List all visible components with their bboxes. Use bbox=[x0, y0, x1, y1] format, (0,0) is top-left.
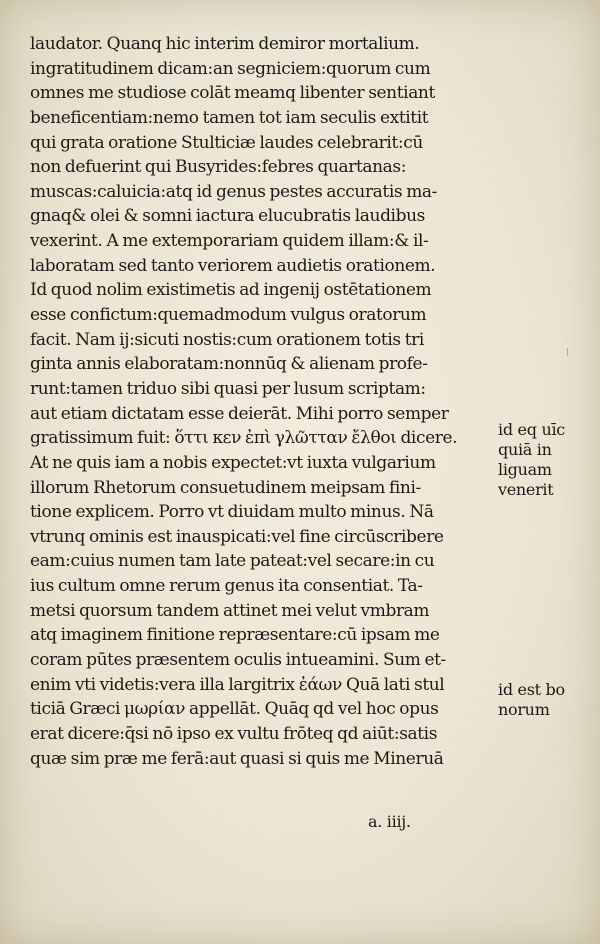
text-line: omnes me studiose colāt meamq libenter sentiant bbox=[30, 83, 435, 104]
text-line: runt:tamen triduo sibi quasi per lusum scriptam: bbox=[30, 378, 426, 399]
margin-note-line: id eq uīc bbox=[498, 420, 565, 439]
margin-note-line: liguam bbox=[498, 460, 552, 479]
main-text-block bbox=[30, 32, 505, 771]
text-line: gnaq& olei & somni iactura elucubratis laudibus bbox=[30, 206, 425, 227]
text-line: metsi quorsum tandem attinet mei velut vmbram bbox=[30, 600, 430, 621]
text-line: esse confictum:quemadmodum vulgus oratorum bbox=[30, 305, 427, 326]
text-line: eam:cuius numen tam late pateat:vel secare:in cu bbox=[30, 551, 435, 572]
margin-note-line: id est bo bbox=[498, 680, 565, 699]
text-line: illorum Rhetorum consuetudinem meipsam fini- bbox=[30, 477, 421, 498]
margin-note-bonorum bbox=[498, 680, 582, 720]
margin-note-greek-gloss bbox=[498, 420, 582, 500]
margin-note-line: quiā in bbox=[498, 440, 552, 459]
text-line: ingratitudinem dicam:an segniciem:quorum cum bbox=[30, 58, 431, 79]
text-line: qui grata oratione Stulticiæ laudes celebrarit:cū bbox=[30, 132, 423, 153]
margin-note-line: norum bbox=[498, 700, 550, 719]
text-line: Id quod nolim existimetis ad ingenij ostētationem bbox=[30, 280, 432, 301]
text-line: erat dicere:q̄si nō ipso ex vultu frōteq qd aiūt:satis bbox=[30, 723, 438, 744]
text-line: ius cultum omne rerum genus ita consentiat. Ta- bbox=[30, 576, 423, 597]
text-line: quæ sim præ me ferā:aut quasi si quis me Mineruā bbox=[30, 748, 444, 769]
signature-mark: a. iiij. bbox=[368, 812, 411, 831]
text-line: coram pūtes præsentem oculis intueamini. Sum et- bbox=[30, 650, 446, 671]
text-line: tione explicem. Porro vt diuidam multo minus. Nā bbox=[30, 502, 434, 523]
text-line: aut etiam dictatam esse deierāt. Mihi porro semper bbox=[30, 403, 449, 424]
ink-bleed-mark bbox=[567, 348, 572, 356]
margin-note-line: venerit bbox=[498, 480, 554, 499]
text-line: At ne quis iam a nobis expectet:vt iuxta vulgarium bbox=[30, 452, 436, 473]
text-line: laboratam sed tanto veriorem audietis orationem. bbox=[30, 255, 436, 276]
text-line: laudator. Quanq hic interim demiror mortalium. bbox=[30, 34, 420, 54]
text-line: muscas:caluicia:atq id genus pestes accuratis ma- bbox=[30, 181, 438, 202]
text-line: vtrunq ominis est inauspicati:vel fine circūscribere bbox=[30, 526, 444, 547]
text-line: facit. Nam ij:sicuti nostis:cum orationem totis tri bbox=[30, 329, 424, 350]
text-line: non defuerint qui Busyrides:febres quartanas: bbox=[30, 157, 407, 178]
text-line: ginta annis elaboratam:nonnūq & alienam profe- bbox=[30, 354, 428, 375]
text-line: enim vti videtis:vera illa largitrix ἐάων Quā lati stul bbox=[30, 674, 445, 695]
text-line: ticiā Græci μωρίαν appellāt. Quāq qd vel hoc opus bbox=[30, 699, 439, 720]
text-line: gratissimum fuit: ὅττι κεν ἐπὶ γλῶτταν ἔλθοι dicere. bbox=[30, 428, 458, 449]
text-line: beneficentiam:nemo tamen tot iam seculis extitit bbox=[30, 107, 429, 128]
text-line: vexerint. A me extemporariam quidem illam:& il- bbox=[30, 231, 429, 252]
text-line: atq imaginem finitione repræsentare:cū ipsam me bbox=[30, 625, 440, 646]
